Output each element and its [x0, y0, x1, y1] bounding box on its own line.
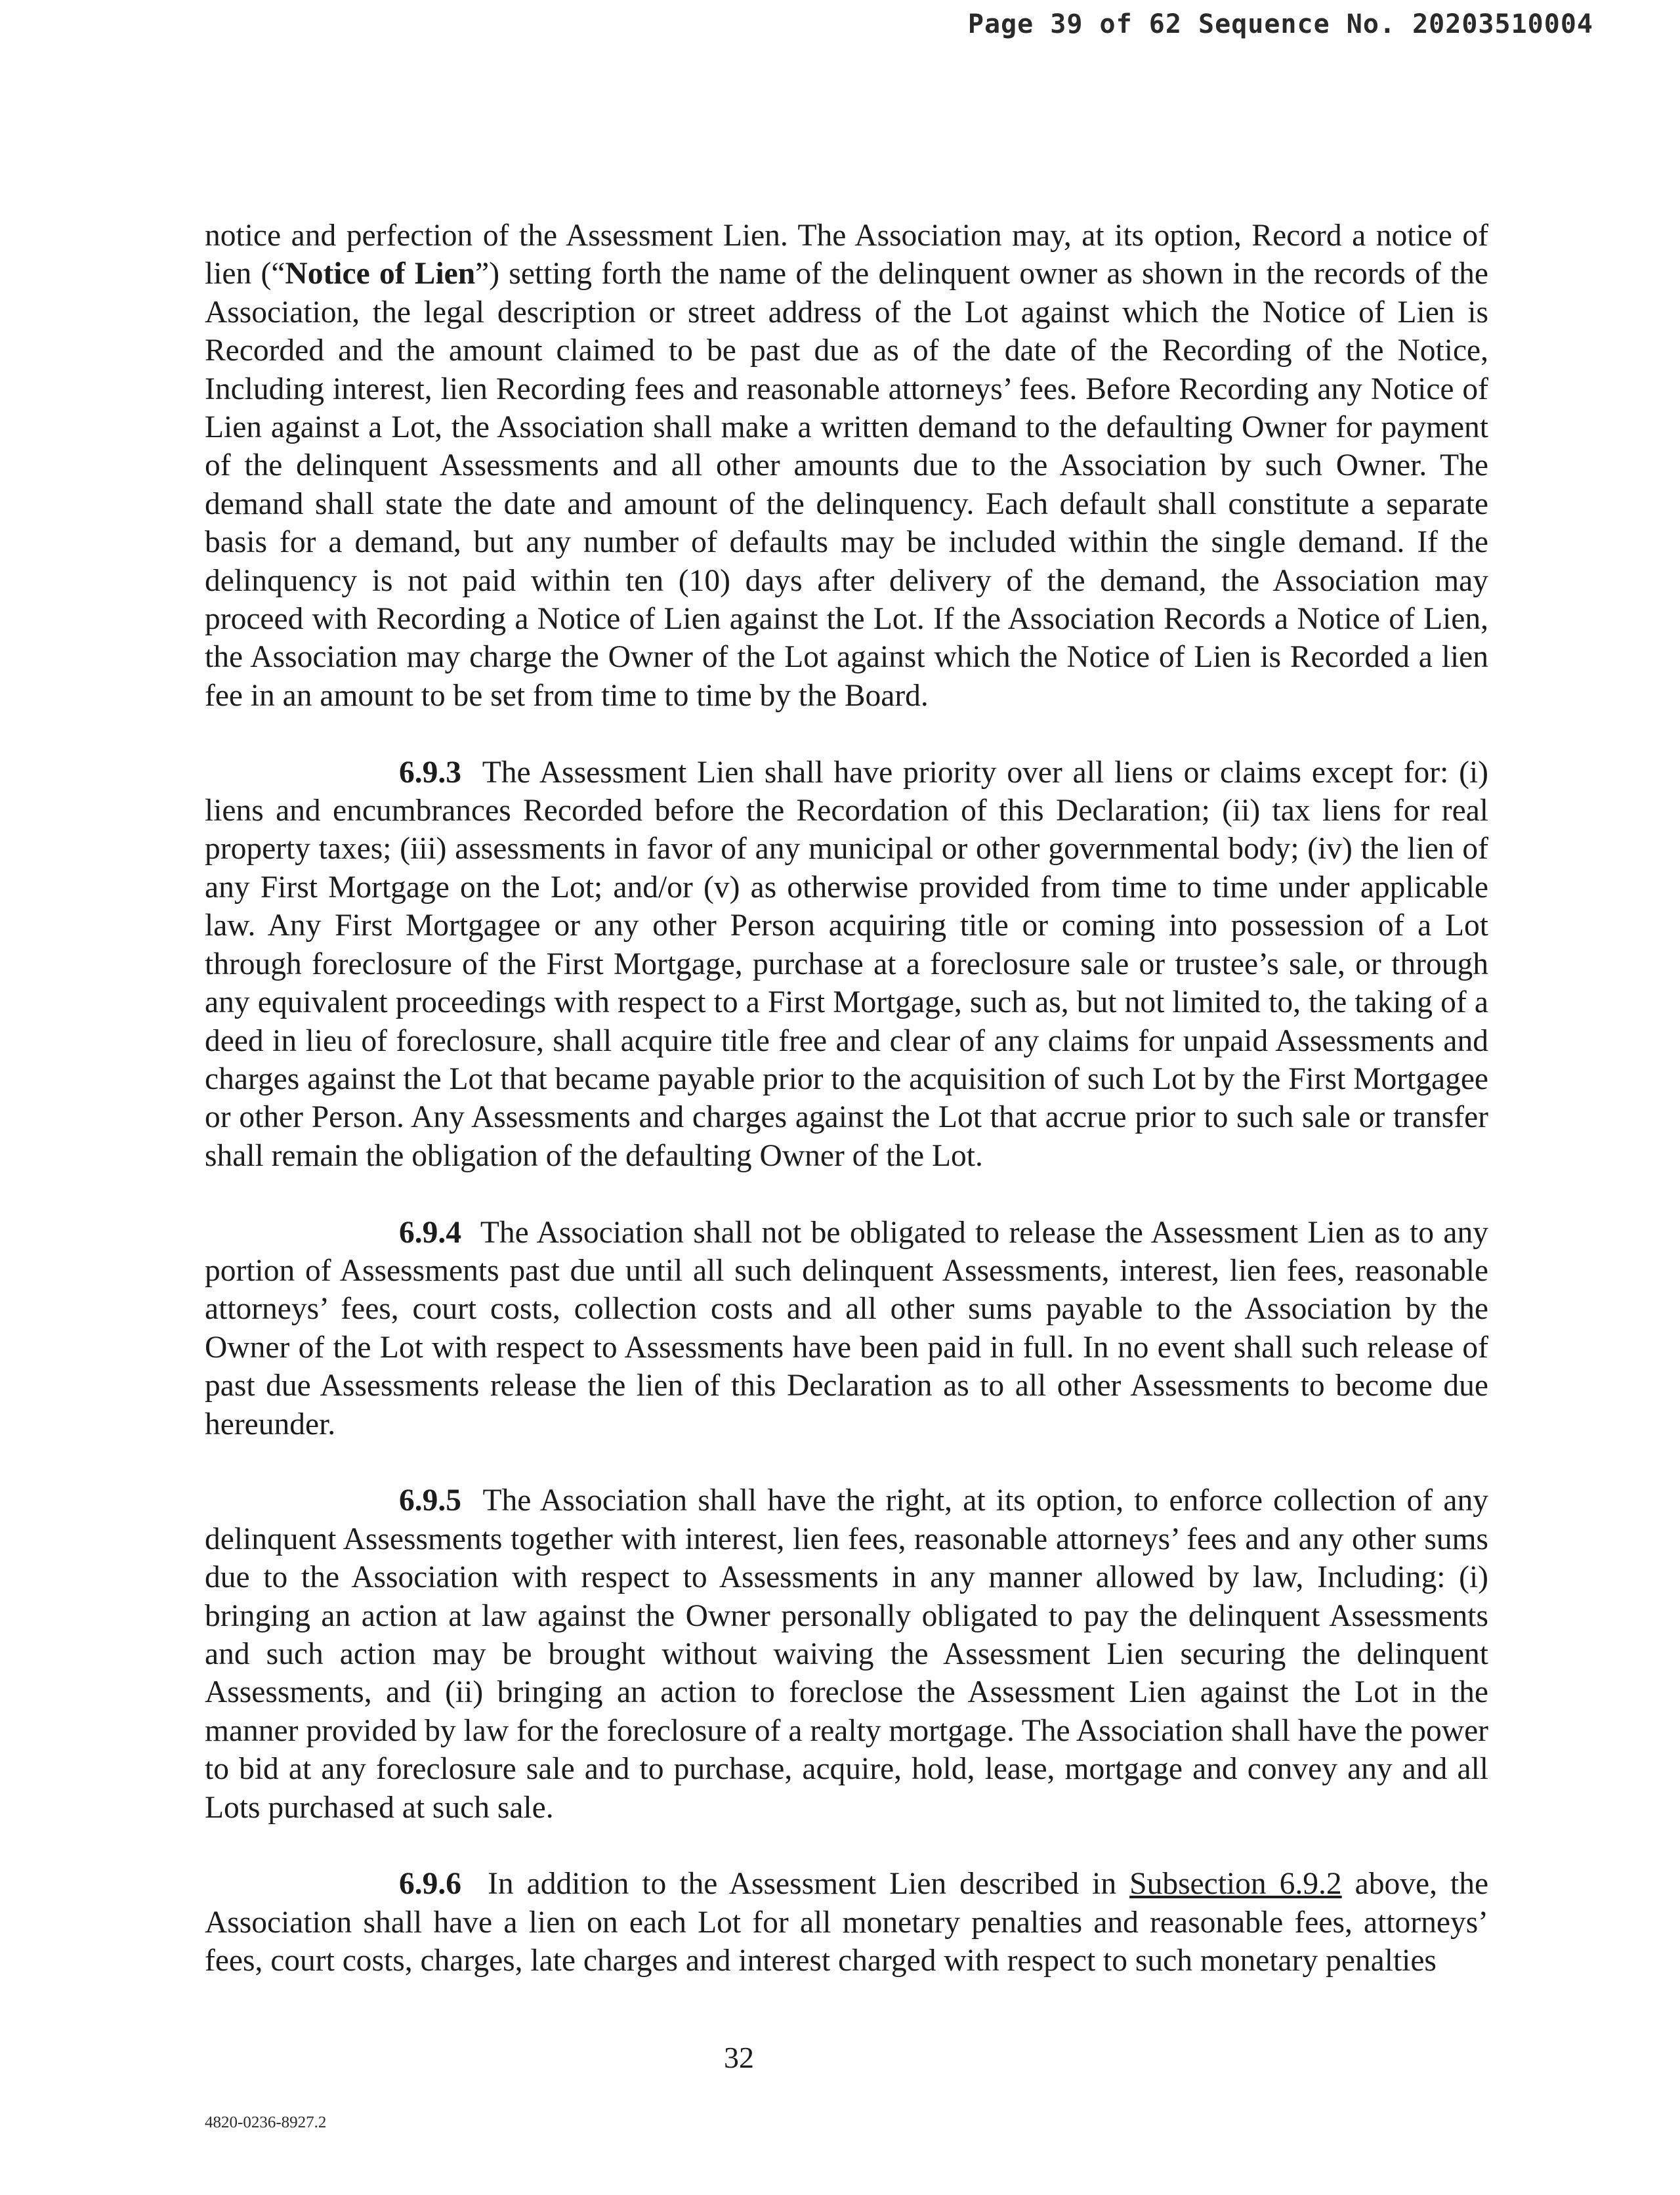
section-number: 6.9.4 — [399, 1215, 461, 1250]
paragraph-text: notice and perfection of the Assessment Lien. The Association may, at its option, Record a notice of lien (“ — [205, 219, 1488, 291]
section-text: The Association shall have the right, at its option, to enforce collection of any delinquent Assessments together with interest, lien fees, reasonable attorneys’ fees and any other sums due to the Association with respect to Assessments in any manner allowed by law, Including: (i) bringing an action at law against the Owner personally obligated to pay the delinquent Assessments and such action may be brought without waiving the Assessment Lien securing the delinquent Assessments, and (ii) bringing an action to foreclose the Assessment Lien against the Lot in the manner provided by law for the foreclosure of a realty mortgage. The Association shall have the power to bid at any foreclosure sale and to purchase, acquire, hold, lease, mortgage and convey any and all Lots purchased at such sale. — [205, 1483, 1489, 1825]
section-text: The Association shall not be obligated to release the Assessment Lien as to any portion of Assessments past due until all such delinquent Assessments, interest, lien fees, reasonable attorneys’ fees, court costs, collection costs and all other sums payable to the Association by the Owner of the Lot with respect to Assessments have been paid in full. In no event shall such release of past due Assessments release the lien of this Declaration as to all other Assessments to become due hereunder. — [205, 1215, 1489, 1441]
paragraph-notice-of-lien — [205, 217, 1488, 715]
section-text: In addition to the Assessment Lien described in — [488, 1867, 1130, 1902]
section-6-9-4 — [205, 1214, 1488, 1443]
section-number: 6.9.6 — [399, 1867, 461, 1902]
page-sequence-stamp: Page 39 of 62 Sequence No. 20203510004 — [967, 9, 1593, 39]
document-id: 4820-0236-8927.2 — [205, 2114, 327, 2131]
section-text: above, the Association shall have a lien on each Lot for all monetary penalties and reasonable fees, attorneys’ fees, court costs, charges, late charges and interest charged with respect to such monetary penalties — [205, 1867, 1489, 1978]
section-number: 6.9.3 — [399, 755, 461, 790]
section-6-9-3 — [205, 754, 1488, 1175]
defined-term-notice-of-lien: Notice of Lien — [285, 257, 476, 291]
section-number: 6.9.5 — [399, 1483, 461, 1518]
document-body — [205, 217, 1488, 1980]
paragraph-text: ”) setting forth the name of the delinquent owner as shown in the records of the Association, the legal description or street address of the Lot against which the Notice of Lien is Recorded and the amount claimed to be past due as of the date of the Recording of the Notice, Including interest, lien Recording fees and reasonable attorneys’ fees. Before Recording any Notice of Lien against a Lot, the Association shall make a written demand to the defaulting Owner for payment of the delinquent Assessments and all other amounts due to the Association by such Owner. The demand shall state the date and amount of the delinquency. Each default shall constitute a separate basis for a demand, but any number of defaults may be included within the single demand. If the delinquency is not paid within ten (10) days after delivery of the demand, the Association may proceed with Recording a Notice of Lien against the Lot. If the Association Records a Notice of Lien, the Association may charge the Owner of the Lot against which the Notice of Lien is Recorded a lien fee in an amount to be set from time to time by the Board. — [205, 257, 1488, 713]
page-number: 32 — [724, 2041, 754, 2074]
subsection-cross-reference: Subsection 6.9.2 — [1129, 1867, 1342, 1902]
section-text: The Assessment Lien shall have priority over all liens or claims except for: (i) liens and encumbrances Recorded before the Recordation of this Declaration; (ii) tax liens for real property taxes; (iii) assessments in favor of any municipal or other governmental body; (iv) the lien of any First Mortgage on the Lot; and/or (v) as otherwise provided from time to time under applicable law. Any First Mortgagee or any other Person acquiring title or coming into possession of a Lot through foreclosure of the First Mortgage, purchase at a foreclosure sale or trustee’s sale, or through any equivalent proceedings with respect to a First Mortgage, such as, but not limited to, the taking of a deed in lieu of foreclosure, shall acquire title free and clear of any claims for unpaid Assessments and charges against the Lot that became payable prior to the acquisition of such Lot by the First Mortgagee or other Person. Any Assessments and charges against the Lot that accrue prior to such sale or transfer shall remain the obligation of the defaulting Owner of the Lot. — [205, 755, 1488, 1173]
section-6-9-5 — [205, 1481, 1488, 1827]
section-6-9-6 — [205, 1865, 1488, 1980]
